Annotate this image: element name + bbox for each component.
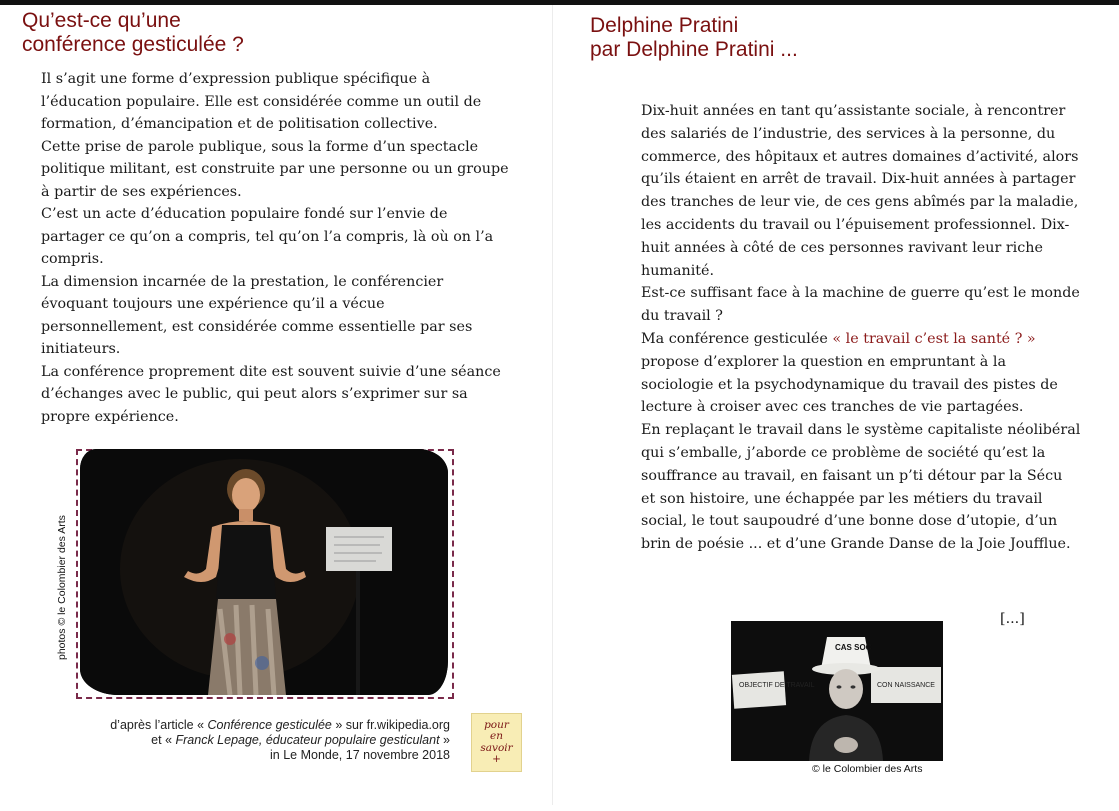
right-paragraph-4: En replaçant le travail dans le système capitaliste néolibéral qui s’emballe, j’aborde ce problème de société qu’est la souffrance au travail, en faisant un p’ti détour par la Sécu et son histoire, une échappée par les métiers du travail social, le tout saupoudré d’une bonne dose d’utopie, d’un brin de poésie ... et d’une Grande Danse de la Joie Joufflue. xyxy=(641,422,1081,553)
left-paragraph-2: Cette prise de parole publique, sous la forme d’un spectacle politique militant, est construite par une personne ou un groupe à partir de ses expériences. xyxy=(41,138,509,200)
left-paragraph-1: Il s’agit une forme d’expression publique spécifique à l’éducation populaire. Elle est considérée comme un outil de formation, d’émancipation et de politisation collective. xyxy=(41,71,482,132)
performer-illustration xyxy=(80,449,448,695)
page-fold xyxy=(552,5,553,805)
source-article-2-title: Franck Lepage, éducateur populaire gesticulant xyxy=(175,733,440,747)
left-title-line-2: conférence gesticulée ? xyxy=(22,33,244,56)
continuation-ellipsis: [...] xyxy=(1000,611,1025,627)
sticky-line-2: en xyxy=(490,730,503,742)
right-paragraph-2: Est-ce suffisant face à la machine de guerre qu’est le monde du travail ? xyxy=(641,285,1080,325)
left-paragraph-5: La conférence proprement dite est souvent suivie d’une séance d’échanges avec le public, qui peut alors s’exprimer sur sa propre expérience. xyxy=(41,363,501,425)
source-article-title: Conférence gesticulée xyxy=(207,718,332,732)
sticky-line-1: pour xyxy=(484,718,509,731)
left-title-line-1: Qu’est-ce qu’une xyxy=(22,9,181,32)
source-citation xyxy=(40,718,450,763)
left-paragraph-4: La dimension incarnée de la prestation, le conférencier évoquant toujours une expérience qu’il a vécue personnellement, est considérée comme essentielle par ses initiateurs. xyxy=(41,273,473,357)
right-photo-credit: © le Colombier des Arts xyxy=(812,763,923,775)
right-paragraph-1: Dix-huit années en tant qu’assistante sociale, à rencontrer des salariés de l’industrie, des services à la personne, du commerce, des hôpitaux et autres domaines d’activité, alors qu’ils étaient en arrêt de travail. Dix-huit années à partager des tranches de leur vie, de ces gens abîmés par la maladie, les accidents du travail ou l’épuisement professionnel. Dix-huit années à côté de ces personnes ravivant leur riche humanité. xyxy=(641,103,1079,279)
sign-connaissance-text: CON NAISSANCE xyxy=(877,682,935,689)
right-title-line-2: par Delphine Pratini ... xyxy=(590,38,798,61)
conference-title-quote: « le travail c’est la santé ? » xyxy=(832,330,1036,347)
portrait-with-hat-photo xyxy=(731,621,943,761)
performer-stage-photo xyxy=(80,449,448,695)
right-body-text xyxy=(641,100,1081,556)
right-paragraph-3-suffix: propose d’explorer la question en empruntant à la sociologie et la psychodynamique du travail des pistes de lecture à croiser avec ces tranches de vie partagées. xyxy=(641,353,1058,416)
source-line-2 xyxy=(40,733,450,748)
source-line-1-prefix: d’après l’article « xyxy=(110,718,208,732)
left-page-title xyxy=(22,9,244,57)
source-line-3: in Le Monde, 17 novembre 2018 xyxy=(270,748,450,762)
sign-objectif-text: OBJECTIF DE TRAVAIL xyxy=(739,682,815,689)
right-page-title xyxy=(590,14,798,62)
portrait-illustration xyxy=(731,621,943,761)
learn-more-sticky-note[interactable] xyxy=(471,713,522,772)
source-line-2-prefix: et « xyxy=(151,733,176,747)
left-body-text xyxy=(41,68,511,428)
right-title-line-1: Delphine Pratini xyxy=(590,14,739,37)
source-line-1 xyxy=(40,718,450,733)
right-paragraph-3 xyxy=(641,328,1081,419)
left-photo-credit: photos © le Colombier des Arts xyxy=(56,515,68,660)
left-paragraph-3: C’est un acte d’éducation populaire fondé sur l’envie de partager ce qu’on a compris, tel qu’on l’a compris, là où on l’a compris. xyxy=(41,206,494,267)
top-edge-bar xyxy=(0,0,1119,5)
hat-text: CAS SOC xyxy=(835,643,872,652)
sticky-line-4: + xyxy=(492,753,501,765)
source-line-2-suffix: » xyxy=(439,733,450,747)
sticky-line-3: savoir xyxy=(480,741,513,754)
source-line-1-suffix: » sur fr.wikipedia.org xyxy=(331,718,450,732)
right-paragraph-3-prefix: Ma conférence gesticulée xyxy=(641,330,833,347)
